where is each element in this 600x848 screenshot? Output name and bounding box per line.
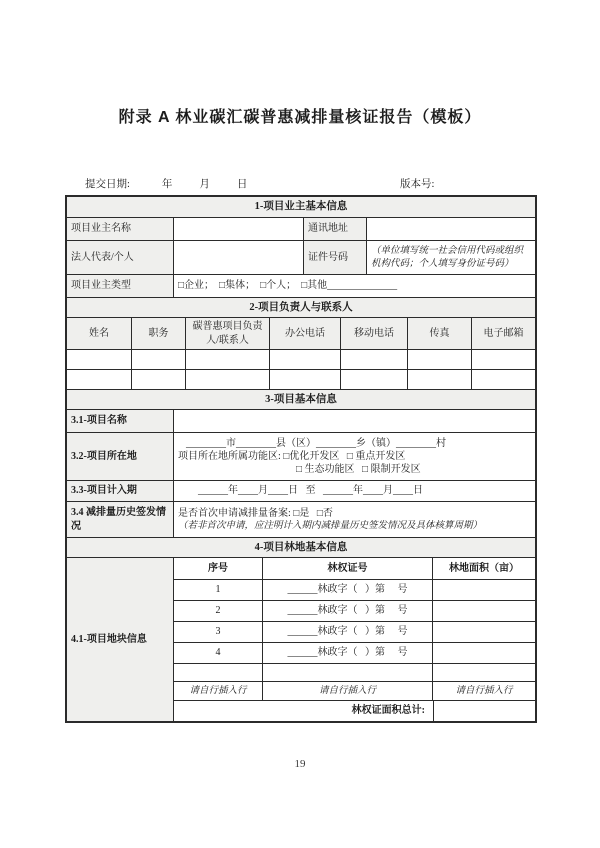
- date-month-label: 月: [199, 179, 210, 190]
- empty-cell: [185, 370, 269, 389]
- crediting-period-row: [67, 480, 535, 501]
- empty-cell: [185, 350, 269, 369]
- version-label: 版本号:: [400, 179, 435, 190]
- column-header-position: 职务: [131, 318, 185, 349]
- column-header-name: 姓名: [67, 318, 131, 349]
- total-area-row: [174, 700, 535, 721]
- section2-header-row: [67, 297, 535, 317]
- area-cell: [432, 580, 535, 600]
- owner-type-label: 项目业主类型: [67, 275, 173, 297]
- owner-type-row: [67, 274, 535, 297]
- column-header-cert-number: 林权证号: [262, 558, 432, 579]
- project-name-input-cell: [173, 410, 535, 432]
- form-table: [65, 195, 537, 723]
- section4-title: 4-项目林地基本信息: [67, 538, 535, 557]
- plot-row-empty: [174, 663, 535, 681]
- insert-row-hint-row: [174, 681, 535, 700]
- empty-cell: [262, 664, 432, 681]
- page-title: 附录 A 林业碳汇碳普惠减排量核证报告（模板）: [118, 109, 482, 126]
- insert-row-hint: 请自行插入行: [432, 682, 535, 700]
- empty-cell: [407, 350, 471, 369]
- column-header-email: 电子邮箱: [471, 318, 535, 349]
- column-header-fax: 传真: [407, 318, 471, 349]
- crediting-period-value-cell: ______年____月____日 至 ______年____月____日: [173, 481, 535, 501]
- project-name-label: 3.1-项目名称: [67, 410, 173, 432]
- owner-name-row: [67, 217, 535, 240]
- empty-cell: [340, 370, 407, 389]
- date-day-label: 日: [236, 179, 248, 190]
- functional-zone-line-2: □ 生态功能区 □ 限制开发区: [296, 464, 421, 476]
- empty-cell: [340, 350, 407, 369]
- serial-cell: 1: [215, 584, 221, 596]
- plot-table: [173, 558, 535, 721]
- functional-zone-line: 项目所在地所属功能区: □优化开发区 □ 重点开发区: [178, 450, 406, 462]
- empty-cell: [269, 350, 340, 369]
- plot-info-label: 4.1-项目地块信息: [67, 558, 173, 721]
- column-header-role: 碳普惠项目负责人/联系人: [185, 318, 269, 349]
- serial-cell: 3: [215, 626, 221, 638]
- column-header-mobile-phone: 移动电话: [340, 318, 407, 349]
- date-year-label: 年: [161, 179, 173, 190]
- cert-number-cell: ______林政字（ ）第 号: [262, 622, 432, 642]
- serial-cell: 4: [215, 647, 221, 659]
- empty-cell: [131, 370, 185, 389]
- area-cell: [432, 643, 535, 663]
- empty-cell: [131, 350, 185, 369]
- contacts-column-header-row: [67, 317, 535, 349]
- legal-rep-label: 法人代表/个人: [67, 241, 173, 274]
- project-location-row: [67, 432, 535, 480]
- cert-number-cell: ______林政字（ ）第 号: [262, 601, 432, 621]
- empty-cell: [269, 370, 340, 389]
- plot-column-header-row: [174, 558, 535, 579]
- area-cell: [432, 601, 535, 621]
- owner-name-input-cell: [173, 218, 303, 240]
- cert-number-cell: ______林政字（ ）第 号: [262, 643, 432, 663]
- empty-cell: [471, 350, 535, 369]
- section1-title: 1-项目业主基本信息: [67, 197, 535, 217]
- cert-number-cell: ______林政字（ ）第 号: [262, 580, 432, 600]
- section1-header-row: [67, 197, 535, 217]
- id-number-note: （单位填写统一社会信用代码或组织机构代码；个人填写身份证号码）: [366, 241, 535, 274]
- insert-row-hint: 请自行插入行: [262, 682, 432, 700]
- plot-row-1: [174, 579, 535, 600]
- contact-row-empty-1: [67, 349, 535, 369]
- plot-row-2: [174, 600, 535, 621]
- project-location-value-cell: [173, 433, 535, 480]
- issuance-history-note: （若非首次申请，应注明计入期内减排量历史签发情况及具体核算周期）: [178, 520, 483, 531]
- legal-rep-row: [67, 240, 535, 274]
- project-location-label: 3.2-项目所在地: [67, 433, 173, 480]
- section2-title: 2-项目负责人与联系人: [67, 298, 535, 317]
- address-label: 通讯地址: [303, 218, 366, 240]
- address-input-cell: [366, 218, 535, 240]
- empty-cell: [174, 664, 262, 681]
- crediting-period-label: 3.3-项目计入期: [67, 481, 173, 501]
- area-cell: [432, 622, 535, 642]
- meta-row: [0, 176, 600, 192]
- owner-name-label: 项目业主名称: [67, 218, 173, 240]
- section3-title: 3-项目基本信息: [67, 390, 535, 409]
- owner-type-options: □企业； □集体； □个人； □其他______________: [173, 275, 535, 297]
- empty-cell: [407, 370, 471, 389]
- column-header-office-phone: 办公电话: [269, 318, 340, 349]
- page-number: 19: [294, 758, 306, 770]
- first-application-line: 是否首次申请减排量备案: □是 □否: [178, 507, 333, 519]
- empty-cell: [67, 350, 131, 369]
- submit-date-line: [85, 176, 247, 191]
- plot-row-3: [174, 621, 535, 642]
- location-blanks-line: ________市________县（区）________乡（镇）________村: [186, 437, 446, 449]
- project-name-row: [67, 409, 535, 432]
- issuance-history-label: 3.4 减排量历史签发情况: [67, 502, 173, 537]
- column-header-area: 林地面积（亩）: [432, 558, 535, 579]
- contact-row-empty-2: [67, 369, 535, 389]
- plot-row-4: [174, 642, 535, 663]
- section3-header-row: [67, 389, 535, 409]
- submit-date-label: 提交日期:: [85, 179, 130, 190]
- column-header-serial: 序号: [208, 562, 228, 574]
- issuance-history-row: [67, 501, 535, 537]
- total-area-value-cell: [433, 701, 535, 721]
- serial-cell: 2: [215, 605, 221, 617]
- empty-cell: [471, 370, 535, 389]
- empty-cell: [67, 370, 131, 389]
- empty-cell: [432, 664, 535, 681]
- total-area-label: 林权证面积总计:: [351, 705, 425, 717]
- issuance-history-value-cell: [173, 502, 535, 537]
- section4-header-row: [67, 537, 535, 557]
- plot-info-block: [67, 557, 535, 721]
- id-number-label: 证件号码: [303, 241, 366, 274]
- legal-rep-input-cell: [173, 241, 303, 274]
- insert-row-hint: 请自行插入行: [189, 685, 247, 696]
